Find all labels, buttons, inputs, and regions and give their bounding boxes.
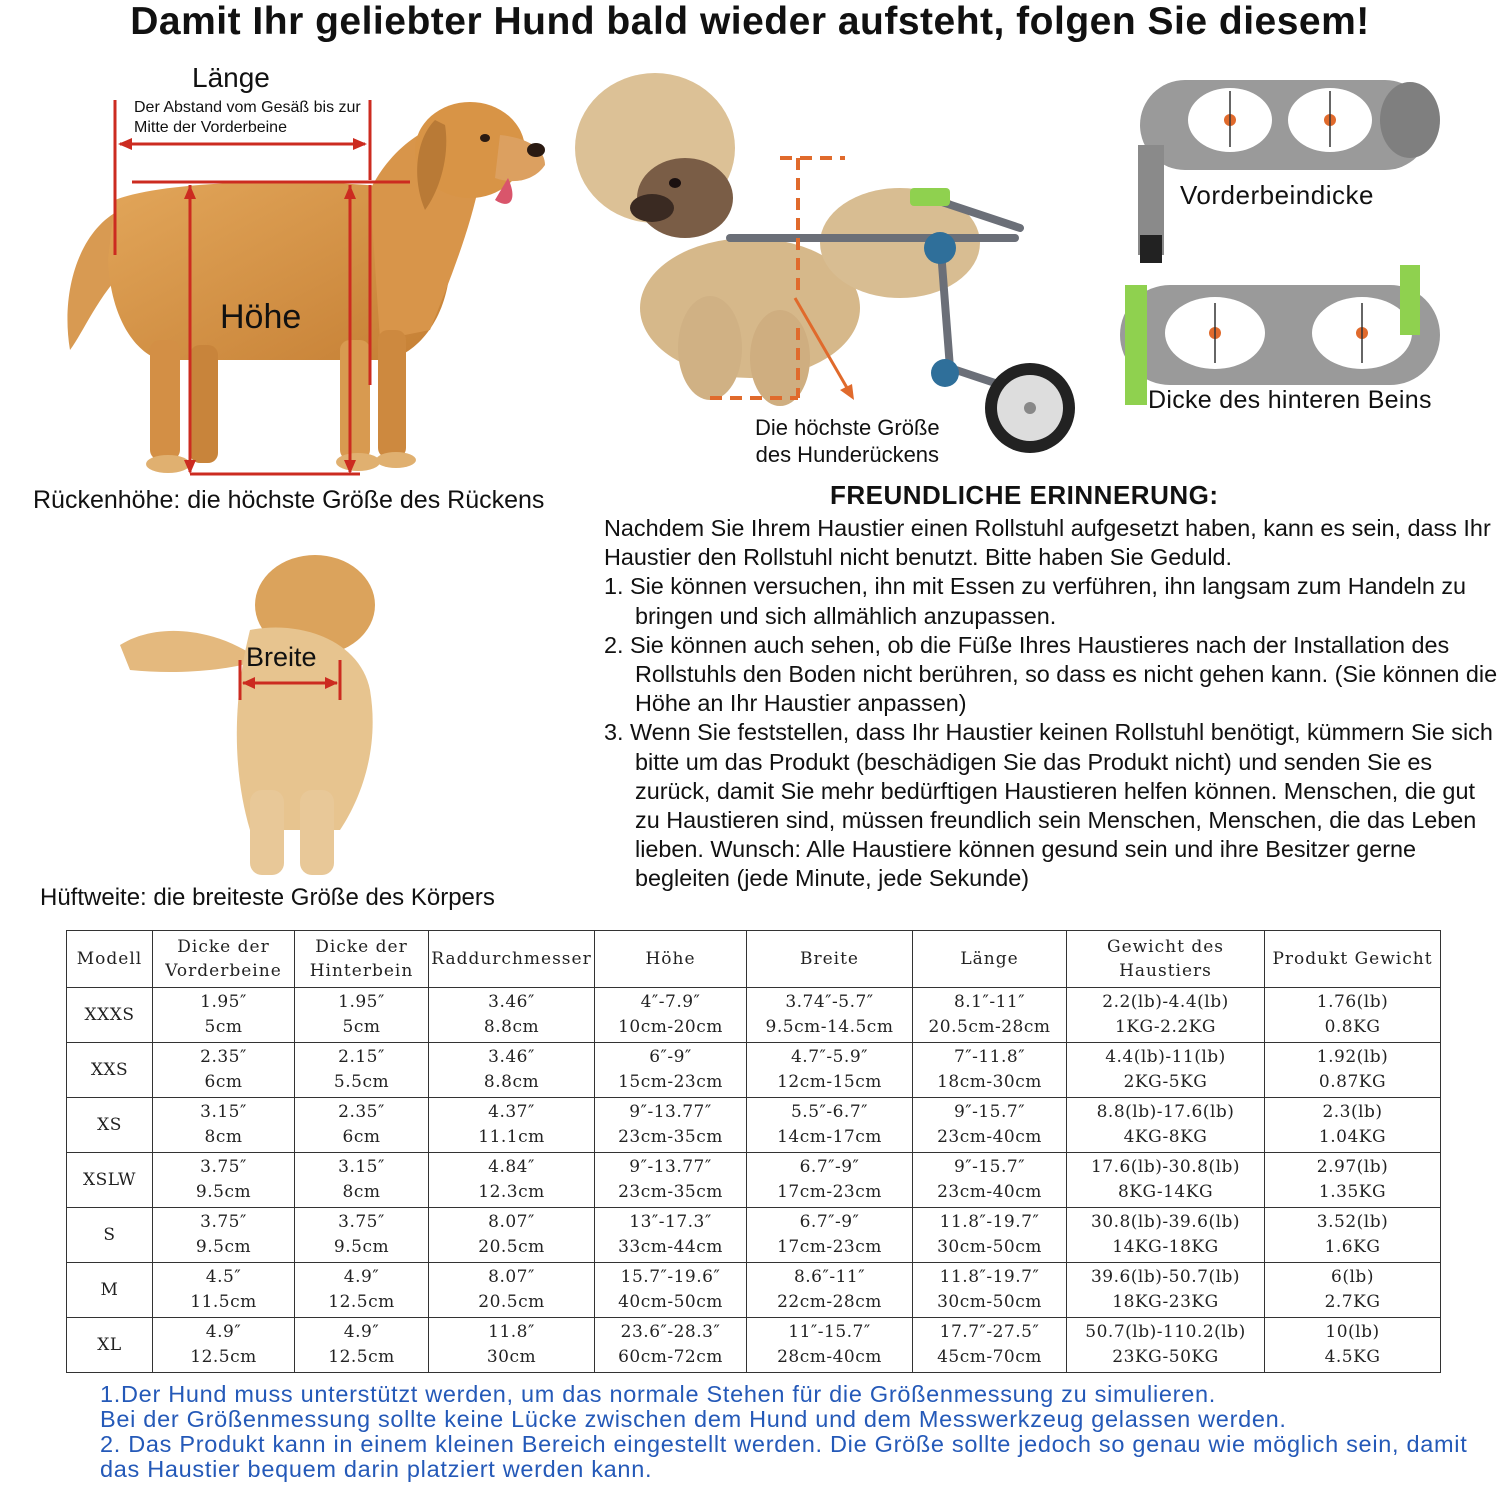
cell-imperial: 4.4(lb)-11(lb) — [1105, 1047, 1226, 1067]
table-cell — [429, 1043, 595, 1098]
cell-imperial: 23.6″-28.3″ — [620, 1322, 721, 1342]
cell-imperial: 5.5″-6.7″ — [790, 1102, 868, 1122]
table-cell — [295, 1208, 429, 1263]
cell-metric: 17cm-23cm — [777, 1182, 882, 1202]
cell-imperial: 4.84″ — [488, 1157, 535, 1177]
cell-metric: 11.1cm — [478, 1127, 545, 1147]
table-cell — [1067, 1263, 1265, 1318]
cell-metric: 12.3cm — [478, 1182, 545, 1202]
cell-imperial: 11.8″-19.7″ — [939, 1267, 1040, 1287]
header-height: Höhe — [595, 931, 747, 988]
cell-imperial: 11″-15.7″ — [788, 1322, 871, 1342]
cell-metric: 11.5cm — [190, 1292, 257, 1312]
cell-metric: 12.5cm — [190, 1347, 257, 1367]
table-cell — [153, 1098, 295, 1153]
cell-metric: 18KG-23KG — [1112, 1292, 1219, 1312]
cell-imperial: 8.07″ — [488, 1212, 535, 1232]
table-cell — [1265, 1263, 1441, 1318]
cell-metric: 14cm-17cm — [777, 1127, 882, 1147]
cell-imperial: 11.8″ — [488, 1322, 535, 1342]
cell-metric: 1.04KG — [1318, 1127, 1387, 1147]
header-width: Breite — [747, 931, 913, 988]
table-cell — [153, 1318, 295, 1373]
table-cell — [295, 1098, 429, 1153]
model-cell: XSLW — [67, 1153, 153, 1208]
table-row — [67, 1043, 1441, 1098]
cell-metric: 40cm-50cm — [618, 1292, 723, 1312]
reminder-item-2: 2. Sie können auch sehen, ob die Füße Ihres Haustieres nach der Installation des Rollstuhls den Boden nicht berühren, so dass es nicht gehen kann. (Sie können die Höhe an Ihr Haustier anpassen) — [604, 631, 1498, 717]
table-cell — [153, 1208, 295, 1263]
cell-metric: 45cm-70cm — [937, 1347, 1042, 1367]
cell-imperial: 1.92(lb) — [1316, 1047, 1389, 1067]
front-leg-label: Vorderbeindicke — [1180, 180, 1374, 210]
cell-metric: 18cm-30cm — [937, 1072, 1042, 1092]
table-cell — [913, 1043, 1067, 1098]
reminder-item-3: 3. Wenn Sie feststellen, dass Ihr Haustier keinen Rollstuhl benötigt, kümmern Sie sich bitte um das Produkt (beschädigen Sie das Produkt nicht) und senden Sie es zurück, damit Sie mehr bedürftigen Haustieren helfen können. Menschen, die gut zu Haustieren sind, müssen freundlich sein Menschen, Menschen, die das Leben lieben. Wunsch: Alle Haustiere können gesund sein und ihre Besitzer gerne begleiten (jede Minute, jede Sekunde) — [604, 719, 1493, 892]
cell-metric: 17cm-23cm — [777, 1237, 882, 1257]
cell-imperial: 3.75″ — [338, 1212, 385, 1232]
cell-metric: 30cm-50cm — [937, 1292, 1042, 1312]
cell-metric: 6cm — [342, 1127, 381, 1147]
cell-imperial: 8.1″-11″ — [953, 992, 1026, 1012]
cell-metric: 8cm — [204, 1127, 243, 1147]
model-cell: XXXS — [67, 988, 153, 1043]
cell-imperial: 9″-15.7″ — [953, 1157, 1026, 1177]
table-cell — [913, 1098, 1067, 1153]
cell-metric: 20.5cm — [478, 1292, 545, 1312]
header-front-leg: Dicke der Vorderbeine — [153, 931, 295, 988]
table-cell — [295, 1153, 429, 1208]
cell-metric: 4KG-8KG — [1123, 1127, 1208, 1147]
cell-metric: 30cm — [486, 1347, 537, 1367]
cell-imperial: 6″-9″ — [649, 1047, 692, 1067]
cell-imperial: 17.7″-27.5″ — [939, 1322, 1040, 1342]
table-cell — [747, 1318, 913, 1373]
table-cell — [153, 1263, 295, 1318]
note-line-3: 2. Das Produkt kann in einem kleinen Bereich eingestellt werden. Die Größe sollte jedoch so genau wie möglich sein, damit das Haustier bequem darin platziert werden kann. — [100, 1431, 1468, 1482]
cell-imperial: 2.3(lb) — [1322, 1102, 1383, 1122]
headline: Damit Ihr geliebter Hund bald wieder aufsteht, folgen Sie diesem! — [130, 0, 1370, 43]
header-model: Modell — [67, 931, 153, 988]
cell-metric: 28cm-40cm — [777, 1347, 882, 1367]
table-cell — [747, 1098, 913, 1153]
cell-imperial: 3.74″-5.7″ — [785, 992, 874, 1012]
header-wheel: Raddurchmesser — [429, 931, 595, 988]
table-cell — [295, 1318, 429, 1373]
table-cell — [1265, 988, 1441, 1043]
table-cell — [1067, 1153, 1265, 1208]
reminder-text — [604, 514, 1500, 894]
cell-imperial: 30.8(lb)-39.6(lb) — [1090, 1212, 1241, 1232]
wheelchair-drawing — [570, 48, 1090, 468]
cell-metric: 5.5cm — [333, 1072, 390, 1092]
table-cell — [153, 1153, 295, 1208]
cell-metric: 23KG-50KG — [1112, 1347, 1219, 1367]
table-body — [67, 988, 1441, 1373]
table-row — [67, 1318, 1441, 1373]
table-cell — [295, 1263, 429, 1318]
table-cell — [1067, 1098, 1265, 1153]
dog-back-drawing — [100, 550, 400, 890]
cell-imperial: 8.07″ — [488, 1267, 535, 1287]
table-cell — [747, 988, 913, 1043]
table-cell — [429, 1208, 595, 1263]
cell-metric: 5cm — [342, 1017, 381, 1037]
header-pet-weight: Gewicht des Haustiers — [1067, 931, 1265, 988]
length-description: Der Abstand vom Gesäß bis zur Mitte der Vorderbeine — [134, 99, 361, 136]
cell-imperial: 2.15″ — [338, 1047, 385, 1067]
cell-metric: 22cm-28cm — [777, 1292, 882, 1312]
chair-caption-line-1: Die höchste Größe — [755, 415, 940, 440]
cell-metric: 8.8cm — [483, 1017, 540, 1037]
cell-metric: 12.5cm — [328, 1347, 395, 1367]
length-title: Länge — [192, 62, 270, 93]
table-cell — [429, 1153, 595, 1208]
table-cell — [913, 988, 1067, 1043]
cell-imperial: 15.7″-19.6″ — [620, 1267, 721, 1287]
cell-metric: 14KG-18KG — [1112, 1237, 1219, 1257]
cell-imperial: 9″-15.7″ — [953, 1102, 1026, 1122]
cell-imperial: 7″-11.8″ — [953, 1047, 1026, 1067]
table-row — [67, 1098, 1441, 1153]
cell-metric: 9.5cm-14.5cm — [765, 1017, 894, 1037]
cell-metric: 8.8cm — [483, 1072, 540, 1092]
table-cell — [1265, 1208, 1441, 1263]
cell-metric: 1.6KG — [1324, 1237, 1381, 1257]
cell-metric: 6cm — [204, 1072, 243, 1092]
cell-imperial: 2.35″ — [338, 1102, 385, 1122]
cell-metric: 2.7KG — [1324, 1292, 1381, 1312]
cell-metric: 33cm-44cm — [618, 1237, 723, 1257]
cell-metric: 23cm-40cm — [937, 1127, 1042, 1147]
back-height-caption: Rückenhöhe: die höchste Größe des Rückens — [33, 486, 545, 514]
cell-imperial: 3.46″ — [488, 1047, 535, 1067]
cell-metric: 0.87KG — [1318, 1072, 1387, 1092]
table-cell — [1067, 988, 1265, 1043]
cell-metric: 2KG-5KG — [1123, 1072, 1208, 1092]
rear-leg-label: Dicke des hinteren Beins — [1148, 386, 1432, 414]
hip-caption: Hüftweite: die breiteste Größe des Körpers — [40, 884, 495, 911]
cell-metric: 1.35KG — [1318, 1182, 1387, 1202]
table-cell — [1265, 1153, 1441, 1208]
table-row — [67, 1208, 1441, 1263]
table-cell — [747, 1208, 913, 1263]
table-row — [67, 988, 1441, 1043]
cell-imperial: 1.95″ — [200, 992, 247, 1012]
table-row — [67, 1263, 1441, 1318]
table-cell — [1067, 1208, 1265, 1263]
cell-imperial: 8.8(lb)-17.6(lb) — [1096, 1102, 1235, 1122]
table-cell — [595, 1098, 747, 1153]
table-cell — [1067, 1043, 1265, 1098]
size-table — [66, 930, 1441, 1373]
reminder-title: FREUNDLICHE ERINNERUNG: — [830, 480, 1219, 510]
table-cell — [595, 1318, 747, 1373]
measurement-notes — [100, 1382, 1490, 1482]
cell-metric: 5cm — [204, 1017, 243, 1037]
table-cell — [595, 1263, 747, 1318]
wheelchair-illustration — [570, 48, 1090, 468]
cell-imperial: 8.6″-11″ — [793, 1267, 866, 1287]
dog-back-illustration — [100, 550, 400, 890]
cell-imperial: 3.75″ — [200, 1157, 247, 1177]
cell-imperial: 11.8″-19.7″ — [939, 1212, 1040, 1232]
cell-imperial: 10(lb) — [1325, 1322, 1380, 1342]
chair-caption-line-2: des Hunderückens — [755, 442, 940, 467]
table-cell — [913, 1263, 1067, 1318]
table-cell — [913, 1318, 1067, 1373]
cell-metric: 23cm-40cm — [937, 1182, 1042, 1202]
table-cell — [1067, 1318, 1265, 1373]
cell-imperial: 3.15″ — [200, 1102, 247, 1122]
cell-imperial: 1.95″ — [338, 992, 385, 1012]
cell-imperial: 2.35″ — [200, 1047, 247, 1067]
cell-imperial: 4.37″ — [488, 1102, 535, 1122]
table-cell — [595, 1208, 747, 1263]
cell-metric: 8KG-14KG — [1117, 1182, 1214, 1202]
cell-metric: 23cm-35cm — [618, 1127, 723, 1147]
cell-metric: 20.5cm-28cm — [928, 1017, 1051, 1037]
cell-metric: 9.5cm — [333, 1237, 390, 1257]
table-cell — [913, 1153, 1067, 1208]
cell-imperial: 13″-17.3″ — [629, 1212, 712, 1232]
cell-metric: 10cm-20cm — [618, 1017, 723, 1037]
cell-imperial: 17.6(lb)-30.8(lb) — [1090, 1157, 1241, 1177]
table-cell — [1265, 1043, 1441, 1098]
cell-metric: 15cm-23cm — [618, 1072, 723, 1092]
cell-imperial: 4″-7.9″ — [640, 992, 701, 1012]
cell-metric: 23cm-35cm — [618, 1182, 723, 1202]
note-line-2: Bei der Größenmessung sollte keine Lücke zwischen dem Hund und dem Messwerkzeug gelassen werden. — [100, 1406, 1287, 1432]
chair-caption — [755, 414, 940, 468]
cell-imperial: 6(lb) — [1331, 1267, 1374, 1287]
model-cell: XL — [67, 1318, 153, 1373]
height-label: Höhe — [220, 298, 302, 336]
cell-metric: 9.5cm — [195, 1237, 252, 1257]
harness-illustration — [1100, 55, 1490, 435]
cell-imperial: 4.9″ — [343, 1267, 380, 1287]
cell-metric: 9.5cm — [195, 1182, 252, 1202]
table-cell — [295, 1043, 429, 1098]
table-cell — [595, 1153, 747, 1208]
cell-imperial: 3.46″ — [488, 992, 535, 1012]
cell-metric: 12cm-15cm — [777, 1072, 882, 1092]
table-cell — [595, 988, 747, 1043]
model-cell: S — [67, 1208, 153, 1263]
cell-imperial: 50.7(lb)-110.2(lb) — [1085, 1322, 1246, 1342]
cell-imperial: 1.76(lb) — [1316, 992, 1389, 1012]
table-cell — [747, 1263, 913, 1318]
table-cell — [1265, 1318, 1441, 1373]
table-cell — [747, 1043, 913, 1098]
cell-metric: 8cm — [342, 1182, 381, 1202]
table-row — [67, 1153, 1441, 1208]
header-product-weight: Produkt Gewicht — [1265, 931, 1441, 988]
model-cell: XXS — [67, 1043, 153, 1098]
cell-metric: 20.5cm — [478, 1237, 545, 1257]
reminder-intro: Nachdem Sie Ihrem Haustier einen Rollstuhl aufgesetzt haben, kann es sein, dass Ihr Haustier den Rollstuhl nicht benutzt. Bitte haben Sie Geduld. — [604, 515, 1491, 571]
cell-imperial: 9″-13.77″ — [629, 1102, 712, 1122]
note-line-1: 1.Der Hund muss unterstützt werden, um das normale Stehen für die Größenmessung zu simulieren. — [100, 1381, 1216, 1407]
table-header-row — [67, 931, 1441, 988]
cell-imperial: 4.5″ — [205, 1267, 242, 1287]
cell-imperial: 39.6(lb)-50.7(lb) — [1090, 1267, 1241, 1287]
harness-drawing — [1100, 55, 1490, 435]
cell-metric: 4.5KG — [1324, 1347, 1381, 1367]
cell-imperial: 3.52(lb) — [1316, 1212, 1389, 1232]
cell-metric: 0.8KG — [1324, 1017, 1381, 1037]
cell-imperial: 4.9″ — [205, 1322, 242, 1342]
model-cell: XS — [67, 1098, 153, 1153]
cell-imperial: 4.9″ — [343, 1322, 380, 1342]
table-cell — [429, 1318, 595, 1373]
model-cell: M — [67, 1263, 153, 1318]
cell-metric: 1KG-2.2KG — [1115, 1017, 1216, 1037]
dog-side-illustration — [40, 60, 600, 480]
cell-metric: 30cm-50cm — [937, 1237, 1042, 1257]
table-cell — [747, 1153, 913, 1208]
table-cell — [1265, 1098, 1441, 1153]
table-cell — [595, 1043, 747, 1098]
header-rear-leg: Dicke der Hinterbein — [295, 931, 429, 988]
width-label: Breite — [246, 642, 317, 672]
cell-imperial: 4.7″-5.9″ — [790, 1047, 868, 1067]
table-cell — [153, 988, 295, 1043]
table-cell — [295, 988, 429, 1043]
reminder-item-1: 1. Sie können versuchen, ihn mit Essen zu verführen, ihn langsam zum Handeln zu bringen und sich allmählich anzupassen. — [604, 573, 1467, 629]
cell-imperial: 3.15″ — [338, 1157, 385, 1177]
cell-imperial: 6.7″-9″ — [799, 1212, 860, 1232]
table-cell — [153, 1043, 295, 1098]
cell-imperial: 3.75″ — [200, 1212, 247, 1232]
cell-imperial: 6.7″-9″ — [799, 1157, 860, 1177]
cell-imperial: 2.97(lb) — [1316, 1157, 1389, 1177]
header-length: Länge — [913, 931, 1067, 988]
table-cell — [913, 1208, 1067, 1263]
cell-metric: 60cm-72cm — [618, 1347, 723, 1367]
table-cell — [429, 988, 595, 1043]
table-cell — [429, 1098, 595, 1153]
cell-metric: 12.5cm — [328, 1292, 395, 1312]
cell-imperial: 2.2(lb)-4.4(lb) — [1102, 992, 1229, 1012]
cell-imperial: 9″-13.77″ — [629, 1157, 712, 1177]
table-cell — [429, 1263, 595, 1318]
